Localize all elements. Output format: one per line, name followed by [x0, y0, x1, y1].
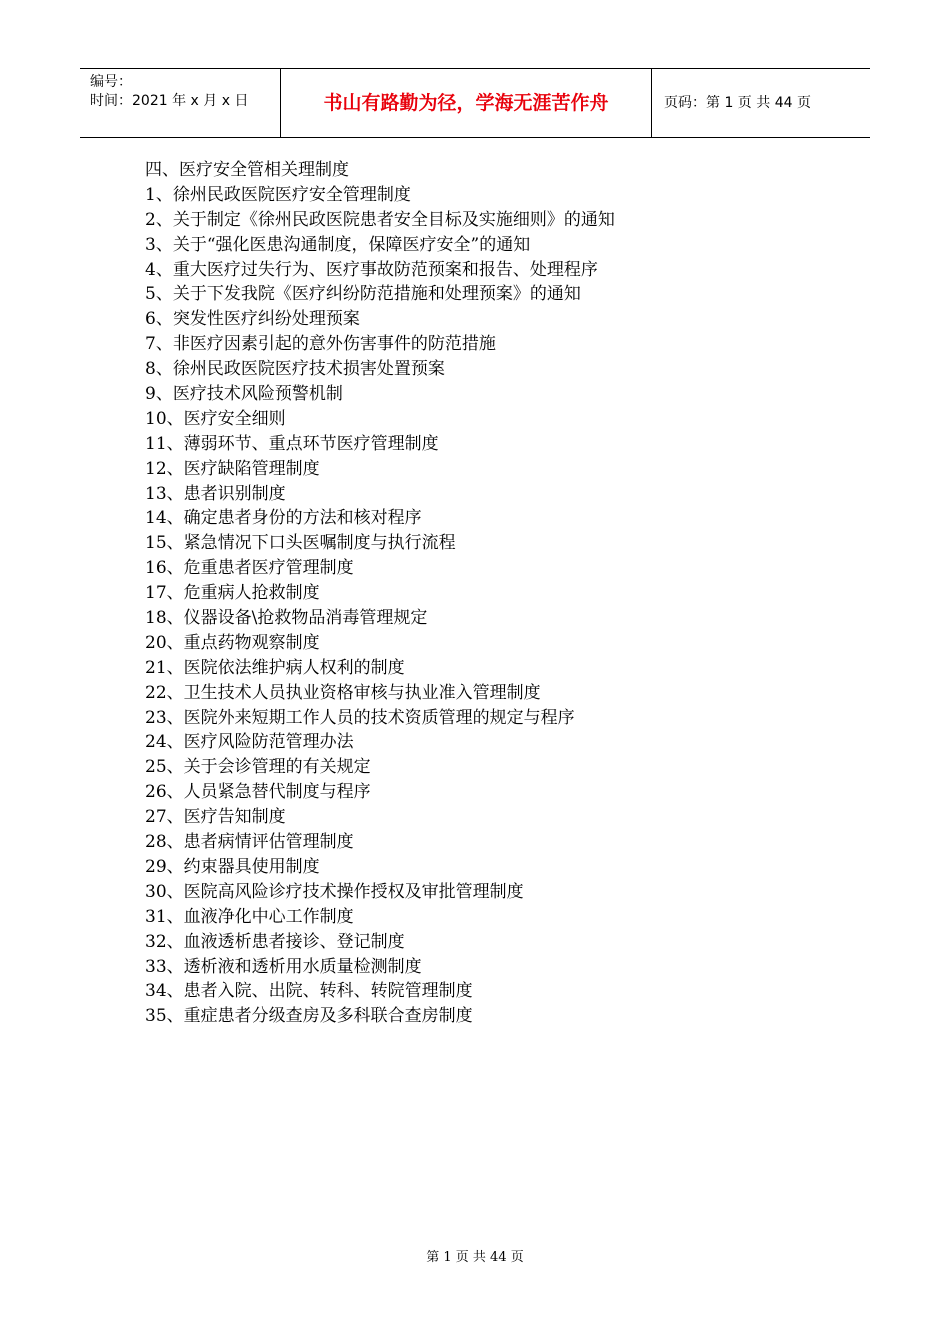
document-date: 时间：2021 年 x 月 x 日 [90, 93, 249, 109]
list-item: 34、患者入院、出院、转科、转院管理制度 [145, 981, 473, 1002]
list-item: 27、医疗告知制度 [145, 807, 286, 828]
list-item: 13、患者识别制度 [145, 483, 286, 504]
list-item: 1、徐州民政医院医疗安全管理制度 [145, 184, 411, 205]
list-item: 17、危重病人抢救制度 [145, 583, 320, 604]
list-item: 5、关于下发我院《医疗纠纷防范措施和处理预案》的通知 [145, 284, 581, 305]
regulation-list [145, 183, 865, 1029]
list-item: 10、医疗安全细则 [145, 408, 286, 429]
header-meta-cell [80, 69, 280, 137]
list-item: 16、危重患者医疗管理制度 [145, 558, 354, 579]
list-item: 35、重症患者分级查房及多科联合查房制度 [145, 1006, 473, 1027]
header-page-cell [652, 69, 870, 137]
list-item: 8、徐州民政医院医疗技术损害处置预案 [145, 359, 445, 380]
list-item: 6、突发性医疗纠纷处理预案 [145, 309, 360, 330]
list-item: 18、仪器设备\抢救物品消毒管理规定 [145, 608, 428, 629]
list-item: 2、关于制定《徐州民政医院患者安全目标及实施细则》的通知 [145, 209, 615, 230]
document-header [80, 68, 870, 138]
list-item: 12、医疗缺陷管理制度 [145, 458, 320, 479]
list-item: 22、卫生技术人员执业资格审核与执业准入管理制度 [145, 682, 541, 703]
list-item: 3、关于“强化医患沟通制度，保障医疗安全”的通知 [145, 234, 531, 255]
list-item: 7、非医疗因素引起的意外伤害事件的防范措施 [145, 334, 496, 355]
list-item: 14、确定患者身份的方法和核对程序 [145, 508, 422, 529]
list-item: 26、人员紧急替代制度与程序 [145, 782, 371, 803]
list-item: 11、薄弱环节、重点环节医疗管理制度 [145, 433, 439, 454]
section-heading: 四、医疗安全管相关理制度 [145, 160, 349, 180]
list-item: 32、血液透析患者接诊、登记制度 [145, 931, 405, 952]
list-item: 4、重大医疗过失行为、医疗事故防范预案和报告、处理程序 [145, 259, 598, 280]
list-item: 25、关于会诊管理的有关规定 [145, 757, 371, 778]
header-motto-cell [280, 69, 652, 137]
page-info: 页码：第 1 页 共 44 页 [664, 95, 811, 111]
list-item: 15、紧急情况下口头医嘱制度与执行流程 [145, 533, 456, 554]
list-item: 31、血液净化中心工作制度 [145, 906, 354, 927]
list-item: 29、约束器具使用制度 [145, 856, 320, 877]
list-item: 9、医疗技术风险预警机制 [145, 384, 343, 405]
list-item: 21、医院依法维护病人权利的制度 [145, 657, 405, 678]
list-item: 30、医院高风险诊疗技术操作授权及审批管理制度 [145, 881, 524, 902]
list-item: 23、医院外来短期工作人员的技术资质管理的规定与程序 [145, 707, 575, 728]
list-item: 28、患者病情评估管理制度 [145, 832, 354, 853]
list-item: 33、透析液和透析用水质量检测制度 [145, 956, 422, 977]
document-code-label: 编号： [90, 74, 132, 90]
document-body [145, 158, 865, 1029]
list-item: 24、医疗风险防范管理办法 [145, 732, 354, 753]
motto-text: 书山有路勤为径，学海无涯苦作舟 [323, 92, 609, 114]
list-item: 20、重点药物观察制度 [145, 632, 320, 653]
page-footer: 第 1 页 共 44 页 [426, 1250, 524, 1265]
